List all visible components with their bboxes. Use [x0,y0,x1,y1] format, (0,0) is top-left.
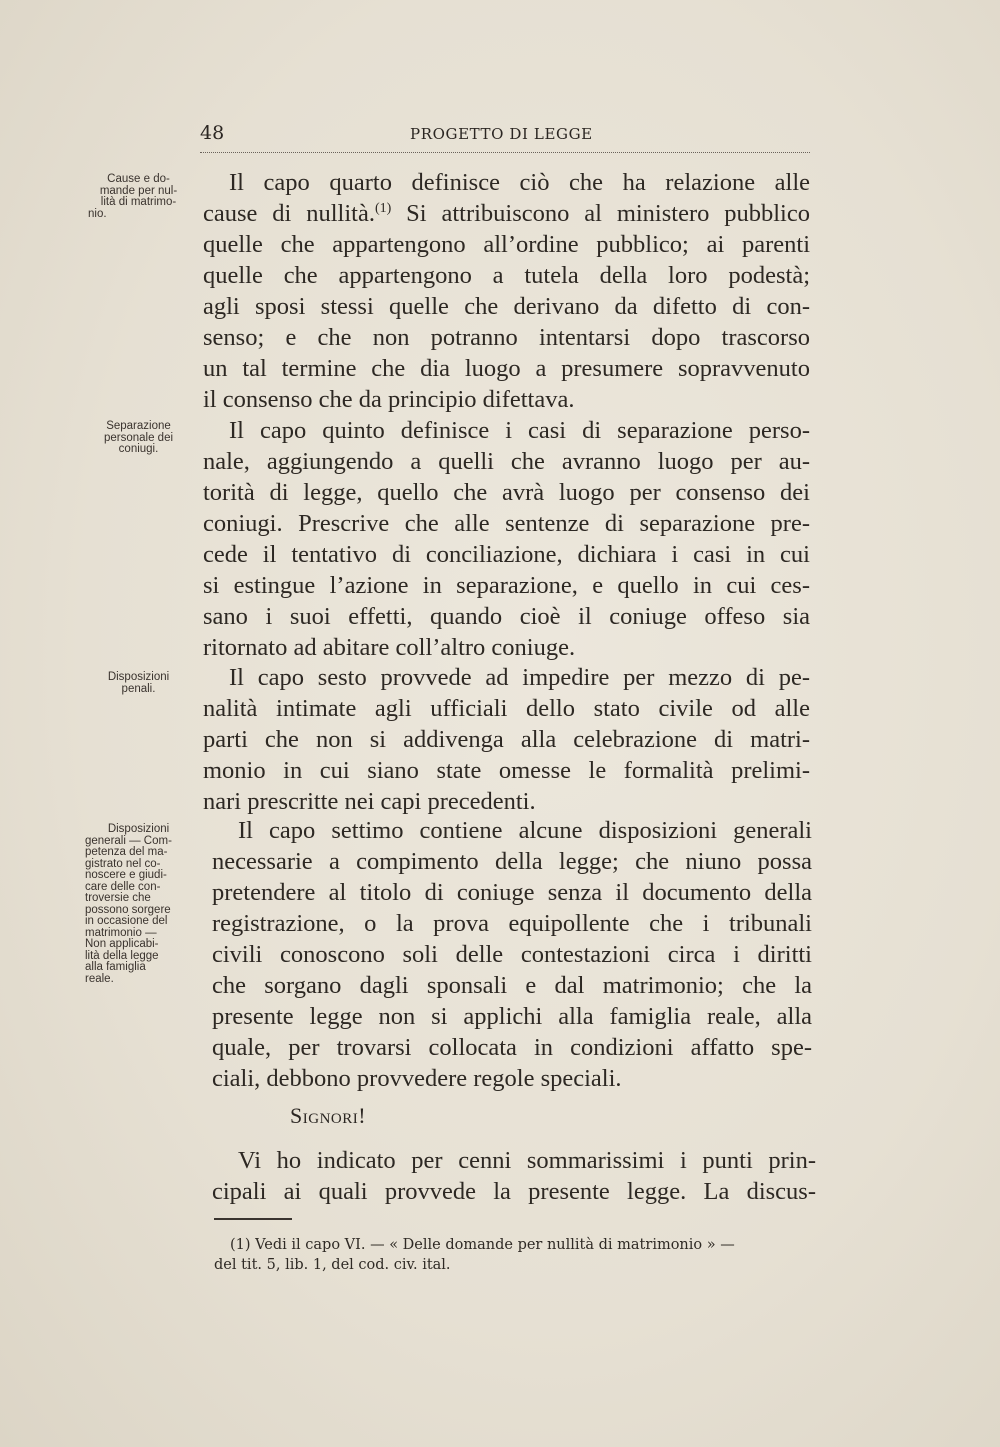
text-line: Il capo settimo contiene alcune disposizioni generali [238,817,812,844]
margin-note-line: Non applicabi- [85,938,159,950]
margin-note-line: penali. [121,682,156,695]
margin-note-generali [85,824,192,985]
text-line: Il capo quarto definisce ciò che ha relazione alle [229,169,810,196]
text-line: nalità intimate agli ufficiali dello stato civile od alle [203,695,810,722]
margin-note-line: Disposizioni [107,823,170,835]
text-line: nale, aggiungendo a quelli che avranno luogo per au- [203,448,810,475]
text-line: parti che non si addivenga alla celebrazione di matri- [203,726,810,753]
margin-note-line: alla famiglia [85,961,146,973]
margin-note-line: gistrato nel co- [85,857,161,870]
page-number: 48 [200,122,225,144]
text-line: torità di legge, quello che avrà luogo per consenso dei [203,479,810,506]
margin-note-line: generali — Com- [85,834,172,847]
text-line: si estingue l’azione in separazione, e quello in cui ces- [203,572,810,599]
paragraph-closing [212,1145,816,1207]
margin-note-penali [85,672,192,695]
margin-note-line: matrimonio — [85,926,157,939]
margin-note-line: Cause e do- [107,173,170,185]
paragraph-capo-settimo [212,815,812,1094]
margin-note-line: lità di matrimo- [100,196,177,208]
footnote-marker: (1) [374,201,392,216]
header-rule [200,152,810,153]
text-fragment: Si attribuiscono al ministero pubblico [391,200,810,227]
text-line: nari prescritte nei capi precedenti. [203,788,536,815]
paragraph-capo-quinto [203,415,810,663]
text-line: necessarie a compimento della legge; che niuno possa [212,848,812,875]
text-line: Vi ho indicato per cenni sommarissimi i punti prin- [238,1147,816,1174]
margin-note-nullita [85,174,192,220]
text-line: monio in cui siano state omesse le formalità prelimi- [203,757,810,784]
text-line: ciali, debbono provvedere regole speciali. [212,1065,622,1092]
text-line: un tal termine che dia luogo a presumere sopravvenuto [203,355,810,382]
margin-note-line: Separazione [106,420,171,432]
text-fragment: cause di nullità. [203,200,375,227]
salutation [290,1103,366,1129]
text-line [203,198,810,229]
footnote-rule [214,1218,292,1220]
margin-note-line: troversie che [85,892,151,904]
margin-note-line: coniugi. [118,443,159,455]
text-line: quelle che appartengono a tutela della loro podestà; [203,262,810,289]
text-line: Il capo quinto definisce i casi di separazione perso- [229,417,810,444]
text-line: Il capo sesto provvede ad impedire per mezzo di pe- [229,664,810,691]
margin-note-line: possono sorgere [85,903,171,916]
margin-note-line: lità della legge [85,949,159,962]
text-line: ritornato ad abitare coll’altro coniuge. [203,634,576,661]
paragraph-capo-quarto [203,167,810,415]
margin-note-line: in occasione del [85,915,168,927]
salutation-text: Signori! [290,1103,367,1128]
footnote [214,1235,814,1275]
running-head: PROGETTO DI LEGGE [410,125,593,143]
margin-note-line: petenza del ma- [85,846,168,858]
text-line: coniugi. Prescrive che alle sentenze di separazione pre- [203,510,810,537]
text-line: agli sposi stessi quelle che derivano da difetto di con- [203,293,810,320]
text-line: che sorgano dagli sponsali e dal matrimonio; che la [212,972,812,999]
text-line: cede il tentativo di conciliazione, dichiara i casi in cui [203,541,810,568]
text-line: presente legge non si applichi alla famiglia reale, alla [212,1003,812,1030]
footnote-line: del tit. 5, lib. 1, del cod. civ. ital. [214,1257,451,1273]
text-line: quale, per trovarsi collocata in condizioni affatto spe- [212,1034,812,1061]
text-line: quelle che appartengono all’ordine pubblico; ai parenti [203,231,810,258]
margin-note-line: Disposizioni [107,671,170,683]
margin-note-line: personale dei [103,431,174,444]
text-line: senso; e che non potranno intentarsi dopo trascorso [203,324,810,351]
margin-note-line: noscere e giudi- [85,869,167,881]
margin-note-line: nio. [88,207,107,220]
text-line: civili conoscono soli delle contestazioni circa i diritti [212,941,812,968]
text-line: cipali ai quali provvede la presente legge. La discus- [212,1178,816,1205]
margin-note-line: care delle con- [85,880,161,893]
footnote-line: (1) Vedi il capo VI. — « Delle domande per nullità di matrimonio » — [230,1237,735,1253]
page-header [200,122,810,148]
paragraph-capo-sesto [203,662,810,817]
text-line: pretendere al titolo di coniuge senza il documento della [212,879,812,906]
text-line: registrazione, o la prova equipollente che i tribunali [212,910,812,937]
text-line: sano i suoi effetti, quando cioè il coniuge offeso sia [203,603,810,630]
text-line: il consenso che da principio difettava. [203,386,575,413]
margin-note-line: mande per nul- [99,184,178,197]
margin-note-separazione [85,421,192,456]
margin-note-line: reale. [85,972,114,985]
